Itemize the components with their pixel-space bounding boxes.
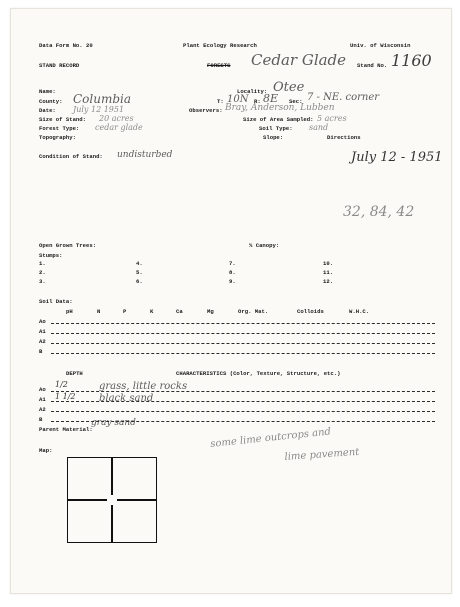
depth-value: 1/2	[55, 380, 68, 389]
soil-type-label: Soil Type:	[259, 125, 293, 132]
characteristic-value: grass, little rocks	[99, 381, 188, 392]
open-grown-trees-label: Open Grown Trees:	[39, 242, 97, 249]
stump-number: 11.	[323, 269, 334, 276]
stump-number: 12.	[323, 278, 334, 285]
stump-number: 7.	[229, 260, 236, 267]
stump-number: 1.	[39, 260, 46, 267]
soil-column-header: Colloids	[297, 308, 324, 315]
depth-value: 1 1/2	[55, 392, 76, 401]
stump-number: 10.	[323, 260, 334, 267]
soil-column-header: N	[97, 308, 101, 315]
profile-row-line	[51, 401, 435, 402]
county-value: Columbia	[73, 92, 132, 106]
section-label: Sec:	[289, 98, 303, 105]
stump-number: 2.	[39, 269, 46, 276]
directions-label: Directions	[327, 134, 361, 141]
soil-column-header: Mg	[207, 308, 214, 315]
county-label: County:	[39, 98, 63, 105]
profile-row-label: A2	[39, 406, 46, 413]
stump-number: 8.	[229, 269, 236, 276]
parent-material-label: Parent Material:	[39, 426, 93, 433]
sample-area-value: 5 acres	[317, 114, 347, 123]
soil-row-line	[51, 353, 435, 354]
numbers-annotation: 32, 84, 42	[343, 204, 415, 220]
observers-value: Bray, Anderson, Lubben	[225, 103, 335, 113]
profile-row-line	[51, 391, 435, 392]
depth-label: DEPTH	[66, 370, 83, 377]
date-label: Date:	[39, 107, 56, 114]
township-value: 10N	[227, 94, 249, 105]
stump-number: 9.	[229, 278, 236, 285]
map-divider	[117, 499, 156, 501]
map-grid	[67, 457, 157, 543]
soil-row-line	[51, 333, 435, 334]
parent-material-note: some lime outcrops and	[209, 426, 332, 450]
soil-type-value: sand	[309, 123, 329, 132]
stump-number: 5.	[136, 269, 143, 276]
date-annotation: July 12 - 1951	[351, 150, 443, 165]
stump-number: 3.	[39, 278, 46, 285]
university: Univ. of Wisconsin	[350, 42, 411, 49]
soil-row-label: A1	[39, 328, 46, 335]
soil-row-label: Ao	[39, 318, 46, 325]
profile-row-label: B	[39, 416, 43, 423]
condition-label: Condition of Stand:	[39, 153, 103, 160]
canopy-label: % Canopy:	[249, 242, 280, 249]
profile-row-line	[51, 411, 435, 412]
soil-column-header: P	[123, 308, 127, 315]
size-label: Size of Stand:	[39, 116, 86, 123]
stand-number-label: Stand No.	[357, 62, 388, 69]
forests-value: Cedar Glade	[251, 51, 347, 69]
forest-type-value: cedar glade	[95, 123, 143, 132]
form-number: Data Form No. 20	[39, 42, 93, 49]
slope-label: Slope:	[263, 134, 284, 141]
stump-number: 6.	[136, 278, 143, 285]
stump-number: 4.	[136, 260, 143, 267]
record-title: STAND RECORD	[39, 62, 80, 69]
soil-row-label: A2	[39, 338, 46, 345]
characteristics-label: CHARACTERISTICS (Color, Texture, Structure, etc.)	[176, 370, 341, 377]
soil-row-label: B	[39, 348, 43, 355]
characteristic-value: gray sand	[91, 418, 136, 428]
range-value: 8E	[263, 92, 279, 105]
sample-area-label: Size of Area Sampled:	[243, 116, 314, 123]
soil-column-header: W.H.C.	[349, 308, 370, 315]
locality-value: Otee	[273, 80, 305, 95]
map-label: Map:	[39, 447, 53, 454]
stumps-label: Stumps:	[39, 252, 63, 259]
map-divider	[111, 505, 113, 542]
parent-material-note: lime pavement	[284, 446, 360, 463]
profile-row-label: Ao	[39, 386, 46, 393]
date-value: July 12 1951	[73, 105, 125, 114]
map-divider	[68, 499, 107, 501]
size-value: 20 acres	[99, 114, 134, 123]
locality-label: Locality:	[237, 88, 268, 95]
range-label: R:	[254, 98, 261, 105]
stand-record-form	[10, 8, 452, 594]
section-value: 7 - NE. corner	[307, 92, 380, 103]
characteristic-value: black sand	[99, 393, 154, 404]
soil-column-header: pH	[66, 308, 73, 315]
soil-column-header: K	[150, 308, 154, 315]
soil-data-label: Soil Data:	[39, 298, 73, 305]
township-label: T:	[217, 98, 224, 105]
forests-label: FORESTS	[207, 62, 231, 69]
soil-row-line	[51, 323, 435, 324]
profile-row-line	[51, 421, 435, 422]
topography-label: Topography:	[39, 134, 76, 141]
name-label: Name:	[39, 88, 56, 95]
organization: Plant Ecology Research	[183, 42, 257, 49]
soil-column-header: Ca	[176, 308, 183, 315]
soil-column-header: Org. Mat.	[238, 308, 269, 315]
map-divider	[111, 458, 113, 495]
stand-number-value: 1160	[391, 51, 432, 70]
forest-type-label: Forest Type:	[39, 125, 80, 132]
profile-row-label: A1	[39, 396, 46, 403]
condition-value: undisturbed	[117, 150, 173, 160]
observers-label: Observers:	[189, 107, 223, 114]
soil-row-line	[51, 343, 435, 344]
